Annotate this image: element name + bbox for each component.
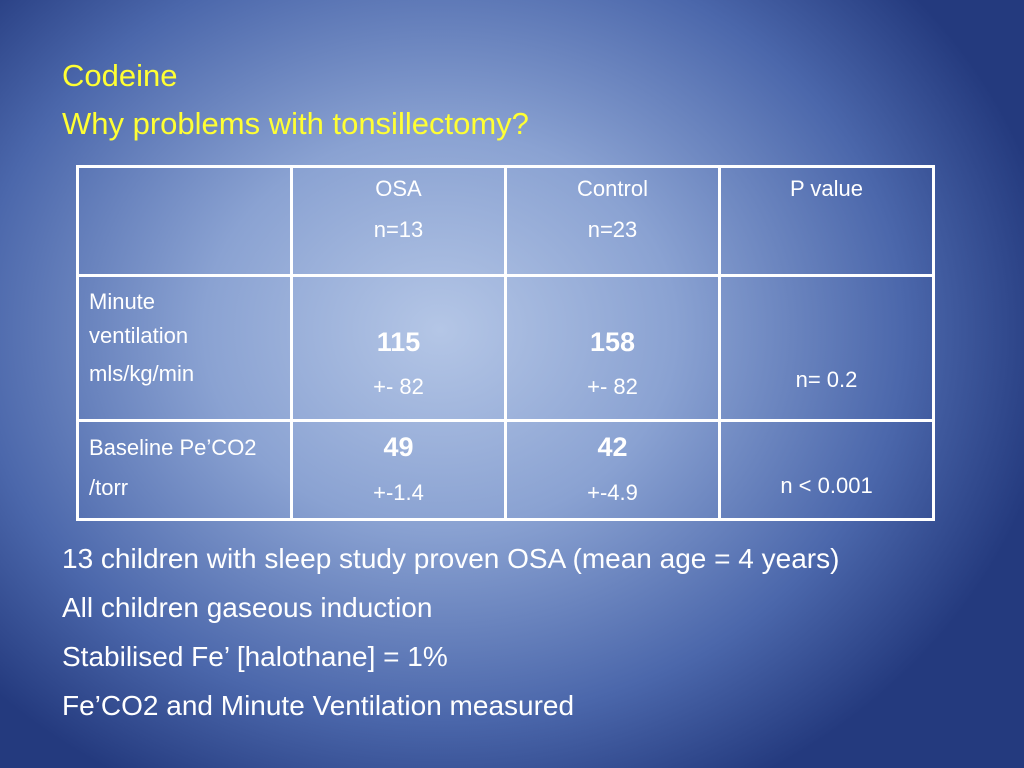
row-label-cell	[78, 276, 292, 421]
bullet-item: Fe’CO2 and Minute Ventilation measured	[62, 690, 575, 721]
p-value-header-cell	[720, 167, 934, 276]
table-row	[78, 276, 934, 421]
osa-n: n=13	[373, 217, 424, 242]
control-mean: 42	[597, 432, 628, 462]
row-label-line: /torr	[89, 475, 129, 500]
bullet-list	[62, 534, 839, 730]
control-label: Control	[577, 176, 648, 201]
control-header-cell	[506, 167, 720, 276]
control-sd: +- 82	[587, 374, 638, 399]
control-value-cell	[506, 276, 720, 421]
osa-sd: +-1.4	[373, 480, 424, 505]
osa-label: OSA	[375, 176, 422, 201]
table-row	[78, 421, 934, 520]
p-value: n < 0.001	[780, 473, 873, 498]
table-header-row	[78, 167, 934, 276]
control-mean: 158	[589, 327, 636, 357]
p-value-cell	[720, 276, 934, 421]
control-sd: +-4.9	[587, 480, 638, 505]
osa-mean: 115	[376, 327, 421, 357]
bullet-item: Stabilised Fe’ [halothane] = 1%	[62, 641, 448, 672]
bullet-item: 13 children with sleep study proven OSA (mean age = 4 years)	[62, 543, 840, 574]
row-label-line: Minute	[89, 289, 156, 314]
empty-header-cell	[78, 167, 292, 276]
row-label-line: Baseline Pe’CO2	[89, 435, 257, 460]
p-value: n= 0.2	[795, 367, 858, 392]
title-line-2: Why problems with tonsillectomy?	[62, 106, 529, 141]
results-table	[76, 165, 935, 521]
p-value-cell	[720, 421, 934, 520]
p-value-label: P value	[790, 176, 863, 201]
osa-header-cell	[292, 167, 506, 276]
slide-title	[62, 52, 529, 148]
osa-mean: 49	[383, 432, 414, 462]
control-value-cell	[506, 421, 720, 520]
osa-sd: +- 82	[373, 374, 424, 399]
osa-value-cell	[292, 421, 506, 520]
row-label-line: mls/kg/min	[89, 361, 195, 386]
osa-value-cell	[292, 276, 506, 421]
row-label-cell	[78, 421, 292, 520]
bullet-item: All children gaseous induction	[62, 592, 433, 623]
title-line-1: Codeine	[62, 58, 178, 93]
row-label-line: ventilation	[89, 323, 189, 348]
control-n: n=23	[587, 217, 638, 242]
